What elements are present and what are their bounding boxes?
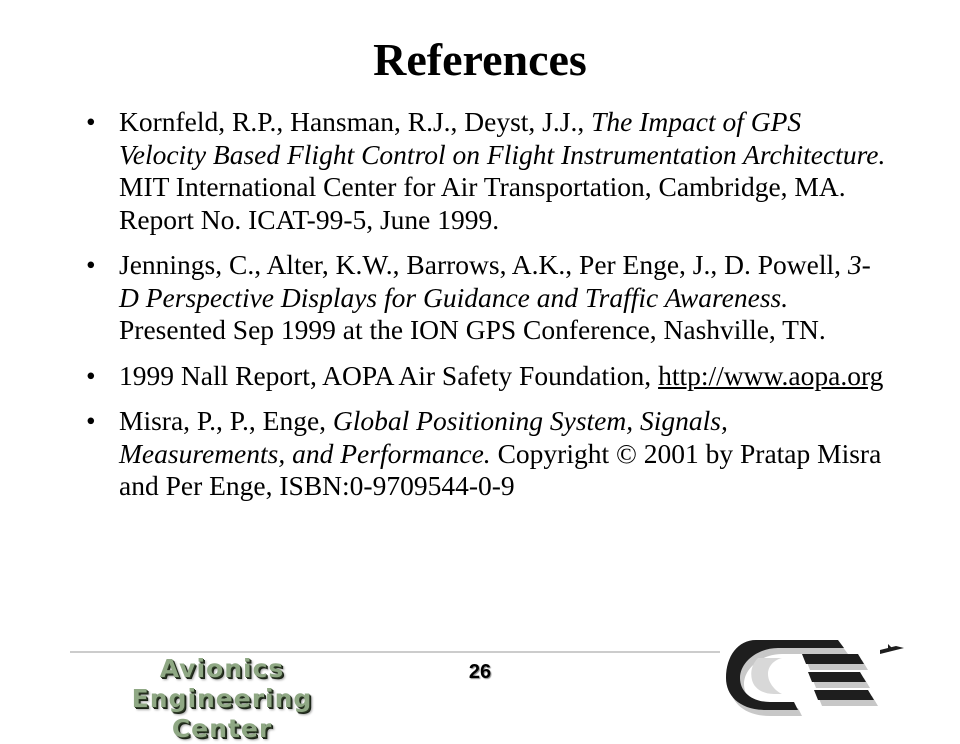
reference-details: MIT International Center for Air Transportation, Cambridge, MA. Report No. ICAT-99-5, June 1999.: [119, 171, 846, 235]
page-number: 26: [468, 661, 492, 683]
reference-item: [86, 360, 886, 393]
logo-line-1: Avionics Engineering: [131, 654, 313, 713]
bullet: •: [86, 106, 96, 137]
references-list: [86, 106, 886, 516]
bullet: •: [86, 405, 96, 436]
reference-item: [86, 249, 886, 347]
ae-emblem-icon: [718, 628, 908, 718]
reference-title: The Impact of GPS Velocity Based Flight Control on Flight Instrumentation Architecture.: [119, 106, 886, 170]
reference-authors: Misra, P., P., Enge,: [119, 405, 333, 436]
bullet: •: [86, 359, 96, 391]
bullet: •: [86, 249, 96, 280]
footer-divider: [70, 651, 720, 653]
avionics-engineering-center-logo: [82, 654, 362, 744]
reference-item: [86, 106, 886, 236]
reference-authors: 1999 Nall Report, AOPA Air Safety Foundation,: [119, 359, 659, 391]
reference-details: Copyright © 2001 by Pratap Misra and Per Enge, ISBN:0-9709544-0-9: [119, 437, 882, 501]
reference-authors: Kornfeld, R.P., Hansman, R.J., Deyst, J.J.,: [119, 106, 592, 137]
reference-item: [86, 405, 886, 503]
slide-title: References: [373, 34, 587, 85]
reference-title: Global Positioning System, Signals, Measurements, and Performance.: [119, 405, 728, 469]
reference-title: 3-D Perspective Displays for Guidance and Traffic Awareness.: [119, 249, 871, 313]
reference-authors: Jennings, C., Alter, K.W., Barrows, A.K., Per Enge, J., D. Powell,: [119, 249, 848, 280]
reference-details: Presented Sep 1999 at the ION GPS Conference, Nashville, TN.: [119, 314, 826, 345]
aopa-link[interactable]: http://www.aopa.org: [658, 359, 884, 391]
logo-line-2: Center: [171, 714, 273, 743]
